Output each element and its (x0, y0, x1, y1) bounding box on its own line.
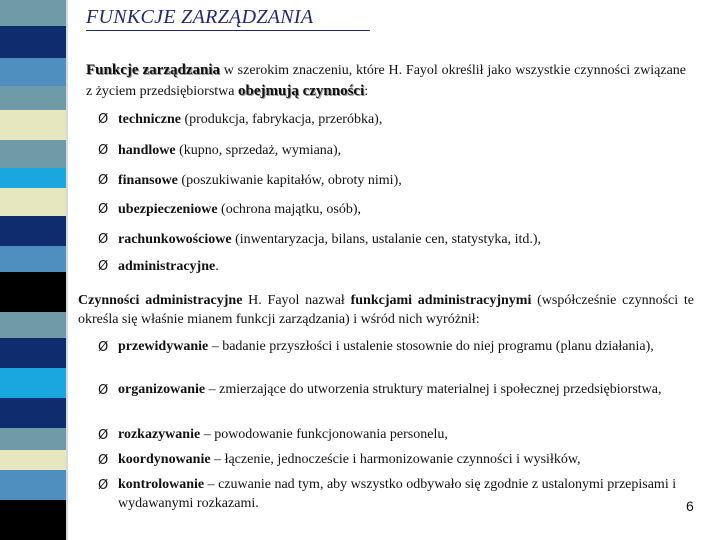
list-item (98, 143, 341, 159)
list-item (98, 450, 678, 469)
admin-paragraph (78, 291, 694, 329)
item-desc: (inwentaryzacja, bilans, ustalanie cen, statystyka, itd.), (231, 232, 542, 247)
item-desc: (produkcja, fabrykacja, przeróbka), (180, 112, 383, 127)
para2-term: funkcjami administracyjnymi (350, 293, 532, 308)
slide-title: FUNKCJE ZARZĄDZANIA (86, 6, 314, 28)
item-desc: (kupno, sprzedaż, wymiana), (175, 143, 342, 158)
item-term: finansowe (118, 173, 178, 188)
arrow-bullet-icon: Ø (98, 112, 109, 127)
list-item (98, 337, 678, 356)
intro-text: w szerokim znaczeniu, które H. Fayol określił jako wszystkie czynności związane z życiem przedsiębiorstwa (86, 63, 687, 99)
list-item (98, 173, 402, 189)
title-underline (86, 30, 370, 31)
arrow-bullet-icon: Ø (98, 259, 109, 274)
item-desc: (poszukiwanie kapitałów, obroty nimi), (177, 173, 402, 188)
decorative-stripe (0, 0, 66, 540)
arrow-bullet-icon: Ø (98, 232, 109, 247)
item-term: przewidywanie (118, 339, 209, 354)
item-term: handlowe (118, 143, 176, 158)
list-item (98, 202, 361, 218)
arrow-bullet-icon: Ø (98, 453, 109, 468)
intro-end: : (364, 84, 369, 99)
item-desc: – czuwanie nad tym, aby wszystko odbywało się zgodnie z ustalonymi przepisami i wydawanymi rozkazami. (118, 477, 677, 511)
intro-paragraph (86, 60, 686, 102)
item-desc: (ochrona majątku, osób), (217, 202, 361, 217)
arrow-bullet-icon: Ø (98, 428, 109, 443)
list-item (98, 112, 382, 128)
item-term: administracyjne (118, 259, 216, 274)
para2-lead: Czynności administracyjne (78, 293, 243, 308)
para2-text: H. Fayol nazwał (242, 293, 351, 308)
intro-lead: Funkcje zarządzania (86, 62, 221, 78)
item-term: organizowanie (118, 382, 206, 397)
arrow-bullet-icon: Ø (98, 143, 109, 158)
arrow-bullet-icon: Ø (98, 478, 109, 493)
list-item (98, 380, 678, 399)
page-number: 6 (686, 498, 694, 514)
arrow-bullet-icon: Ø (98, 173, 109, 188)
item-term: ubezpieczeniowe (118, 202, 218, 217)
list-item (98, 475, 678, 513)
arrow-bullet-icon: Ø (98, 202, 109, 217)
item-desc: – zmierzające do utworzenia struktury materialnej i społecznej przedsiębiorstwa, (205, 382, 662, 397)
item-desc: – badanie przyszłości i ustalenie stosownie do niej programu (planu działania), (208, 339, 654, 354)
list-item (98, 232, 541, 248)
item-desc: – łączenie, jednoczeście i harmonizowanie czynności i wysiłków, (210, 452, 581, 467)
item-term: rozkazywanie (118, 427, 201, 442)
arrow-bullet-icon: Ø (98, 383, 109, 398)
list-item (98, 259, 219, 275)
arrow-bullet-icon: Ø (98, 340, 109, 355)
intro-emphasis: obejmują czynności (238, 83, 365, 99)
para2-text: (współcześnie czynności te określa się właśnie mianem funkcji zarządzania) i wśród nich wyróżnił: (78, 293, 694, 327)
item-term: rachunkowościowe (118, 232, 232, 247)
item-desc: . (215, 259, 219, 274)
item-term: kontrolowanie (118, 477, 205, 492)
item-term: techniczne (118, 112, 181, 127)
item-term: koordynowanie (118, 452, 211, 467)
list-item (98, 425, 678, 444)
item-desc: – powodowanie funkcjonowania personelu, (200, 427, 448, 442)
